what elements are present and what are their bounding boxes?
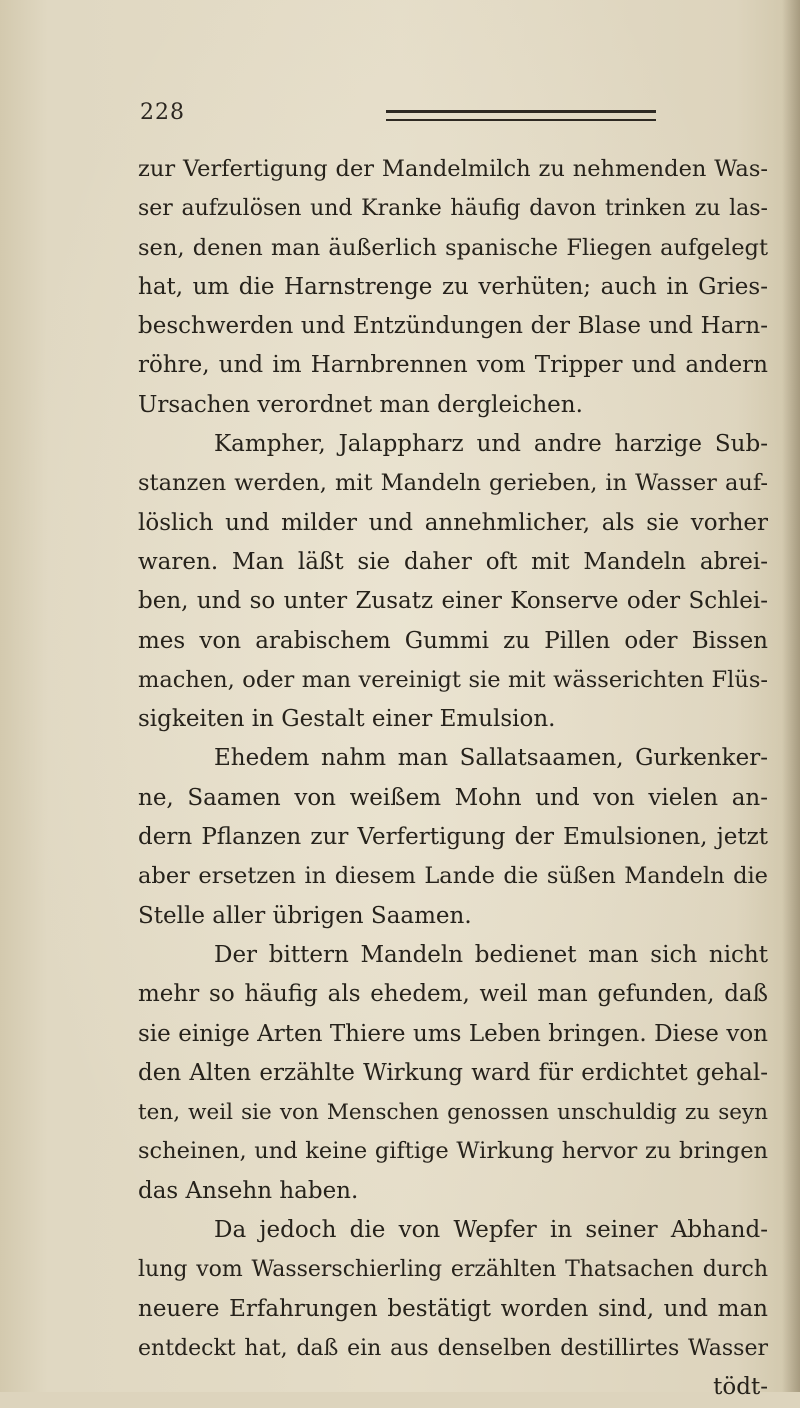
text-line: scheinen, und keine giftige Wirkung hervor zu bringen (138, 1138, 768, 1165)
text-line: löslich und milder und annehmlicher, als sie vorher (138, 509, 768, 536)
text-line: das Ansehn haben. (138, 1177, 359, 1204)
page-header (138, 98, 768, 138)
text-line: machen, oder man vereinigt sie mit wässerichten Flüs- (138, 666, 768, 693)
text-line: sie einige Arten Thiere ums Leben bringen. Diese von (138, 1020, 768, 1047)
text-line: beschwerden und Entzündungen der Blase und Harn- (138, 313, 768, 340)
text-line: lung vom Wasserschierling erzählten Thatsachen durch (138, 1257, 768, 1283)
text-line: dern Pflanzen zur Verfertigung der Emulsionen, jetzt (138, 824, 768, 851)
paragraph-start: Da jedoch die von Wepfer in seiner Abhand- (214, 1217, 768, 1244)
text-line: stanzen werden, mit Mandeln gerieben, in Wasser auf- (138, 470, 768, 497)
text-line: den Alten erzählte Wirkung ward für erdichtet gehal- (138, 1059, 768, 1086)
text-line: hat, um die Harnstrenge zu verhüten; auch in Gries- (138, 273, 768, 300)
header-rule (386, 110, 656, 121)
catchword: tödt- (713, 1374, 768, 1401)
text-line: neuere Erfahrungen bestätigt worden sind, und man (138, 1295, 768, 1322)
text-line: aber ersetzen in diesem Lande die süßen Mandeln die (138, 863, 768, 890)
text-line: sen, denen man äußerlich spanische Fliegen aufgelegt (138, 234, 768, 261)
text-line: zur Verfertigung der Mandelmilch zu nehmenden Was- (138, 156, 768, 182)
text-line: röhre, und im Harnbrennen vom Tripper und andern (138, 352, 768, 379)
text-line: ben, und so unter Zusatz einer Konserve oder Schlei- (138, 588, 768, 615)
body-text (138, 150, 768, 1408)
text-line: Stelle aller übrigen Saamen. (138, 902, 472, 929)
paragraph-start: Kampher, Jalappharz und andre harzige Sub- (214, 431, 768, 458)
paragraph-start: Ehedem nahm man Sallatsaamen, Gurkenker- (214, 745, 768, 772)
text-line: ne, Saamen von weißem Mohn und von vielen an- (138, 784, 768, 811)
text-line: entdeckt hat, daß ein aus denselben destillirtes Wasser (138, 1335, 768, 1361)
page-number: 228 (140, 100, 185, 125)
page-edge-shadow (782, 0, 800, 1392)
text-line: mehr so häufig als ehedem, weil man gefunden, daß (138, 981, 768, 1008)
text-line: mes von arabischem Gummi zu Pillen oder Bissen (138, 627, 768, 654)
text-line: sigkeiten in Gestalt einer Emulsion. (138, 706, 556, 733)
text-line: ser aufzulösen und Kranke häufig davon trinken zu las- (138, 196, 768, 222)
text-line: waren. Man läßt sie daher oft mit Mandeln abrei- (138, 548, 768, 575)
text-line: ten, weil sie von Menschen genossen unschuldig zu seyn (138, 1100, 768, 1126)
paragraph-start: Der bittern Mandeln bedienet man sich nicht (214, 941, 768, 968)
text-line: Ursachen verordnet man dergleichen. (138, 391, 583, 418)
